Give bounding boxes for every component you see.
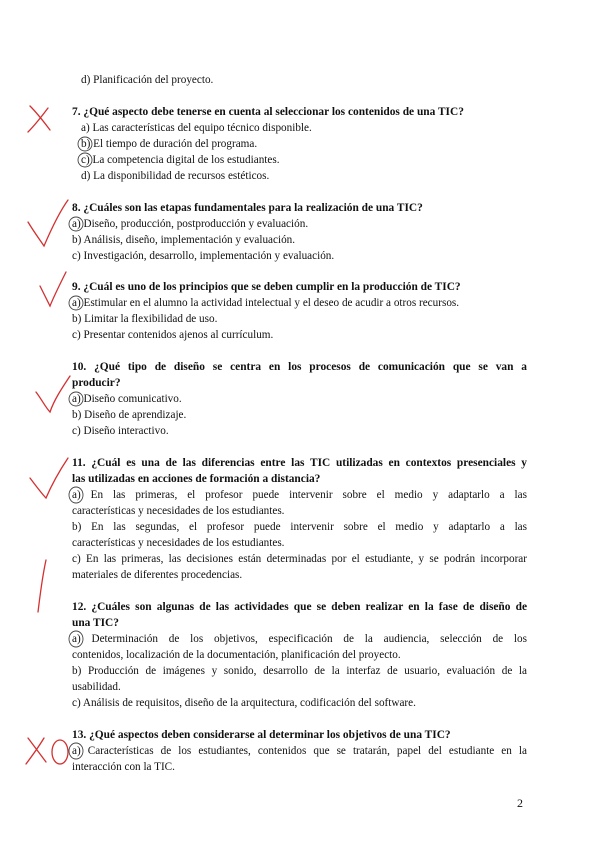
check-mark-q8 bbox=[28, 200, 68, 246]
q11-option-c-line-2: materiales de diferentes procedencias. bbox=[72, 569, 243, 581]
q9-option-c: c) Presentar contenidos ajenos al currículum. bbox=[72, 329, 274, 341]
q8-option-b: b) Análisis, diseño, implementación y evaluación. bbox=[72, 234, 296, 246]
question-13: 13. ¿Qué aspectos deben considerarse al determinar los objetivos de una TIC? bbox=[72, 729, 451, 741]
question-12-line-2: una TIC? bbox=[72, 617, 119, 629]
q7-option-b: b) El tiempo de duración del programa. bbox=[81, 138, 258, 150]
question-7: 7. ¿Qué aspecto debe tenerse en cuenta al seleccionar los contenidos de una TIC? bbox=[72, 106, 464, 118]
question-12-line-1: 12. ¿Cuáles son algunas de las actividades que se deben realizar en la fase de diseño de bbox=[72, 601, 527, 613]
q9-option-a: a) Estimular en el alumno la actividad intelectual y el deseo de acudir a otros recursos. bbox=[72, 297, 460, 309]
q10-option-c: c) Diseño interactivo. bbox=[72, 425, 169, 437]
q8-option-a: a) Diseño, producción, postproducción y evaluación. bbox=[72, 218, 309, 230]
question-10-line-1: 10. ¿Qué tipo de diseño se centra en los procesos de comunicación que se van a bbox=[72, 361, 527, 373]
q13-option-a-line-1: a) Características de los estudiantes, contenidos que se tratarán, papel del estudiante en la bbox=[72, 745, 527, 757]
q10-option-a: a) Diseño comunicativo. bbox=[72, 393, 182, 405]
cross-mark-q7 bbox=[28, 106, 50, 132]
question-11-line-2: las utilizadas en acciones de formación a distancia? bbox=[72, 473, 321, 485]
q8-option-c: c) Investigación, desarrollo, implementación y evaluación. bbox=[72, 250, 335, 262]
question-8: 8. ¿Cuáles son las etapas fundamentales para la realización de una TIC? bbox=[72, 202, 423, 214]
q12-option-c: c) Análisis de requisitos, diseño de la arquitectura, codificación del software. bbox=[72, 697, 416, 709]
question-9: 9. ¿Cuál es uno de los principios que se deben cumplir en la producción de TIC? bbox=[72, 281, 461, 293]
q11-option-c-line-1: c) En las primeras, las decisiones están determinadas por el estudiante, y se podrán incorporar bbox=[72, 553, 527, 565]
question-10-line-2: producir? bbox=[72, 377, 121, 389]
q7-option-a: a) Las características del equipo técnico disponible. bbox=[81, 122, 312, 134]
q6-option-d: d) Planificación del proyecto. bbox=[81, 74, 214, 86]
q7-option-d: d) La disponibilidad de recursos estéticos. bbox=[81, 170, 270, 182]
q12-option-b-line-1: b) Producción de imágenes y sonido, desarrollo de la interfaz de usuario, evaluación de la bbox=[72, 665, 527, 677]
q11-option-b-line-2: características y necesidades de los estudiantes. bbox=[72, 537, 285, 549]
question-11-line-1: 11. ¿Cuál es una de las diferencias entre las TIC utilizadas en contextos presenciales y bbox=[72, 457, 527, 469]
q11-option-b-line-1: b) En las segundas, el profesor puede intervenir sobre el medio y adaptarlo a las bbox=[72, 521, 527, 533]
q12-option-a-line-2: contenidos, localización de la documentación, planificación del proyecto. bbox=[72, 649, 401, 661]
zero-mark-q13 bbox=[52, 740, 68, 764]
q12-option-a-line-1: a) Determinación de los objetivos, especificación de la audiencia, selección de los bbox=[72, 633, 527, 645]
cross-mark-q13 bbox=[26, 738, 46, 764]
q9-option-b: b) Limitar la flexibilidad de uso. bbox=[72, 313, 218, 325]
q11-option-a-line-2: características y necesidades de los estudiantes. bbox=[72, 505, 285, 517]
check-mark-q9 bbox=[40, 272, 66, 306]
check-mark-q10 bbox=[36, 376, 70, 412]
page-number: 2 bbox=[517, 796, 523, 810]
q11-option-a-line-1: a) En las primeras, el profesor puede intervenir sobre el medio y adaptarlo a las bbox=[72, 489, 527, 501]
check-mark-q11 bbox=[30, 458, 68, 498]
q7-option-c: c) La competencia digital de los estudiantes. bbox=[81, 154, 280, 166]
q10-option-b: b) Diseño de aprendizaje. bbox=[72, 409, 187, 421]
q13-option-a-line-2: interacción con la TIC. bbox=[72, 761, 175, 773]
check-mark-q12 bbox=[38, 560, 46, 612]
q12-option-b-line-2: usabilidad. bbox=[72, 681, 121, 693]
